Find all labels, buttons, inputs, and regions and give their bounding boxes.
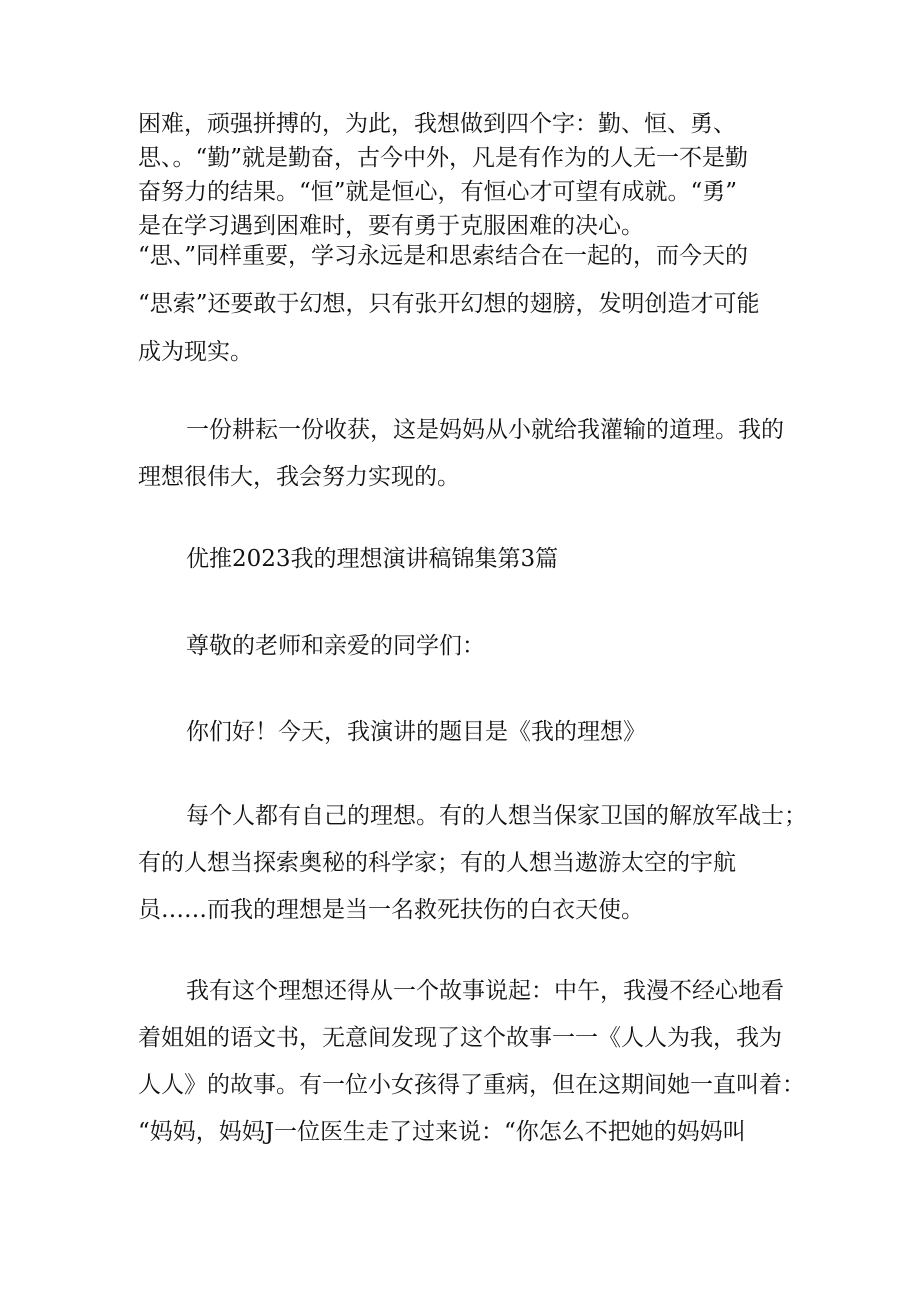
paragraph-salutation: [138, 623, 788, 670]
text-line: 困难，顽强拼搏的，为此，我想做到四个字：勤、恒、勇、: [138, 111, 736, 137]
text-line: 成为现实。: [138, 339, 253, 365]
heading-text: 优推2023我的理想演讲稿锦集第3篇: [186, 546, 559, 572]
text-line: “妈妈，妈妈J一位医生走了过来说：“你怎么不把她的妈妈叫: [138, 1119, 746, 1145]
text-line: 着姐姐的语文书，无意间发现了这个故事一一《人人为我，我为: [138, 1025, 782, 1051]
text-line: 是在学习遇到困难时，要有勇于克服困难的决心。: [138, 213, 644, 239]
text-line: “思、”同样重要，学习永远是和思索结合在一起的，而今天的: [138, 243, 749, 269]
text-line: 奋努力的结果。“恒”就是恒心，有恒心才可望有成就。“勇”: [138, 179, 738, 205]
text-line: 我有这个理想还得从一个故事说起：中午，我漫不经心地看: [186, 978, 784, 1004]
text-line: 每个人都有自己的理想。有的人想当保家卫国的解放军战士；: [186, 803, 807, 829]
text-line: 思、。“勤”就是勤奋，古今中外，凡是有作为的人无一不是勤: [138, 145, 749, 171]
section-heading: [138, 536, 788, 583]
paragraph-thinking: [138, 232, 788, 376]
paragraph-story: [138, 968, 805, 1156]
text-line: 尊敬的老师和亲爱的同学们：: [186, 633, 485, 659]
paragraph-harvest: [138, 407, 788, 501]
text-line: 你们好！今天，我演讲的题目是《我的理想》: [186, 719, 646, 745]
text-line: 理想很伟大，我会努力实现的。: [138, 464, 460, 490]
text-line: “思索”还要敢于幻想，只有张开幻想的翅膀，发明创造才可能: [138, 291, 760, 317]
text-line: 员……而我的理想是当一名救死扶伤的白衣天使。: [138, 897, 644, 923]
paragraph-greeting: [138, 709, 788, 756]
text-line: 有的人想当探索奥秘的科学家；有的人想当遨游太空的宇航: [138, 850, 736, 876]
paragraph-study-principles: [138, 107, 788, 243]
text-line: 人人》的故事。有一位小女孩得了重病，但在这期间她一直叫着：: [138, 1072, 805, 1098]
paragraph-ideals: [138, 793, 807, 934]
text-line: 一份耕耘一份收获，这是妈妈从小就给我灌输的道理。我的: [186, 417, 784, 443]
